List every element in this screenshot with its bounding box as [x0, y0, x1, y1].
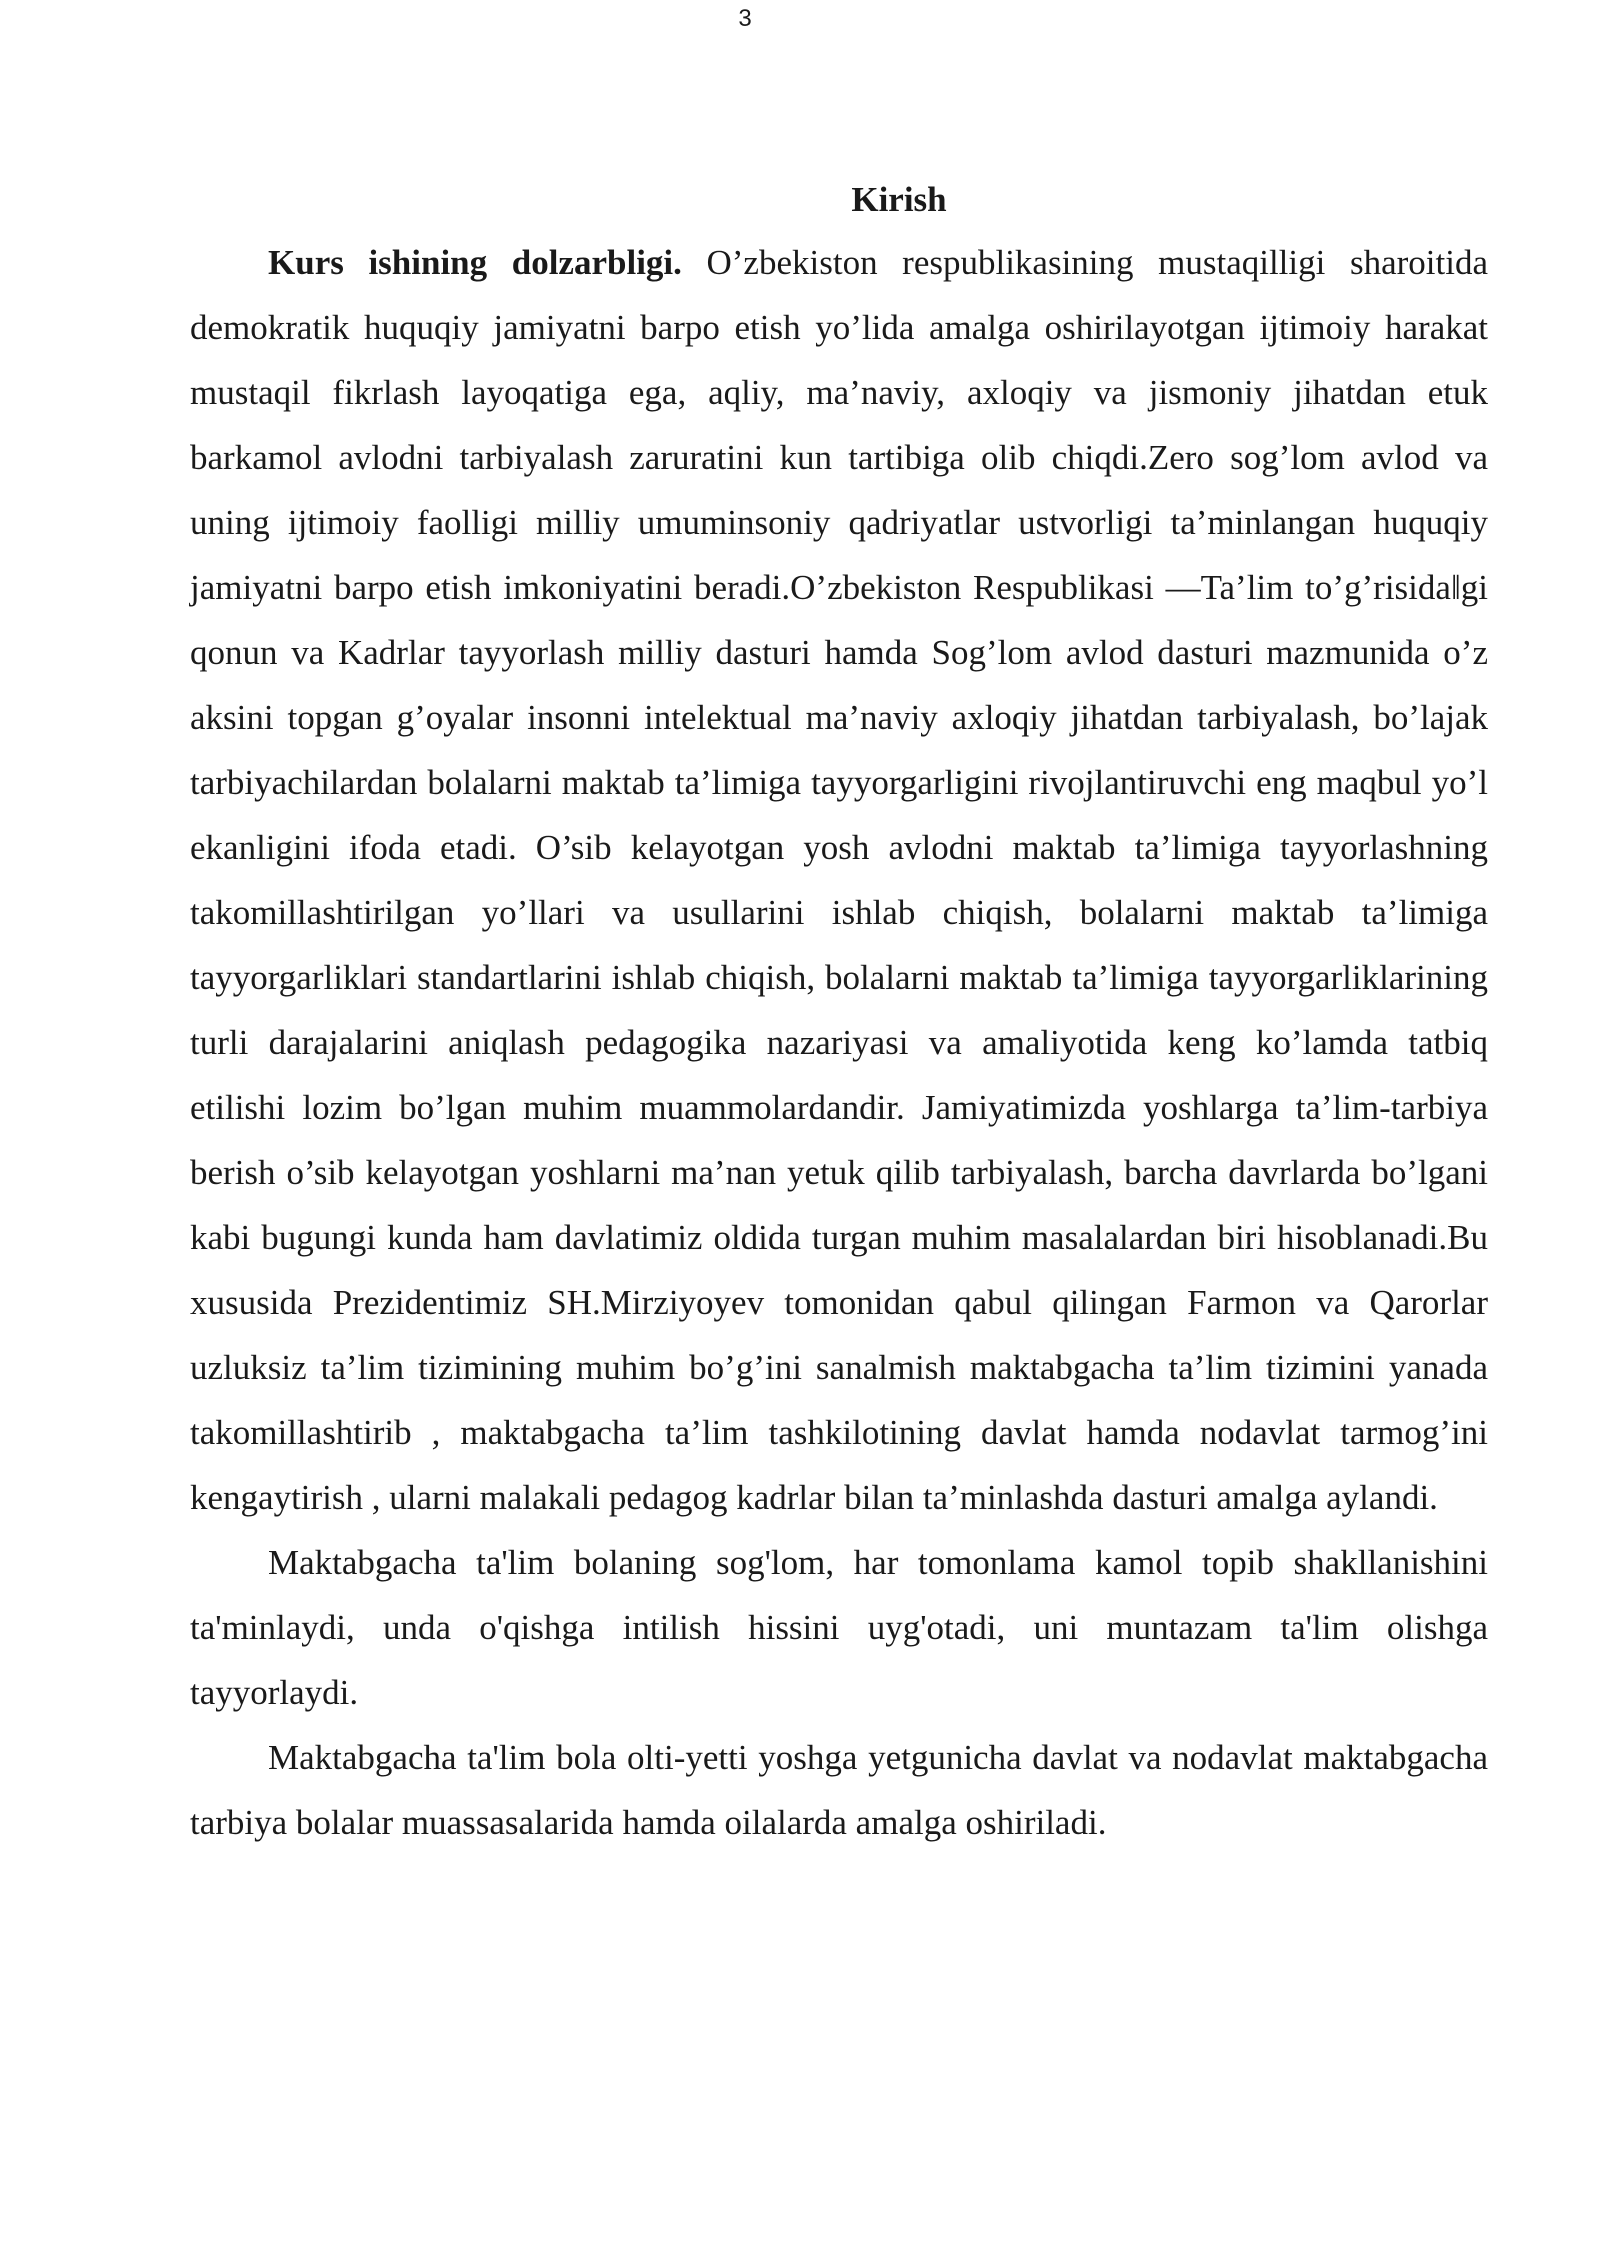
page-number: 3 — [738, 5, 752, 32]
document-body — [190, 170, 1488, 1855]
paragraph-text: O’zbekiston respublikasining mustaqilligi sharoitida demokratik huquqiy jamiyatni barpo etish yo’lida amalga oshirilayotgan ijtimoiy harakat mustaqil fikrlash layoqatiga ega, aqliy, ma’naviy, axloqiy va jismoniy jihatdan etuk barkamol avlodni tarbiyalash zaruratini kun tartibiga olib chiqdi.Zero sog’lom avlod va uning ijtimoiy faolligi milliy umuminsoniy qadriyatlar ustvorligi ta’minlangan huquqiy jamiyatni barpo etish imkoniyatini beradi.O’zbekiston Respublikasi ―Ta’lim to’g’risida‖gi qonun va Kadrlar tayyorlash milliy dasturi hamda Sog’lom avlod dasturi mazmunida o’z aksini topgan g’oyalar insonni intelektual ma’naviy axloqiy jihatdan tarbiyalash, bo’lajak tarbiyachilardan bolalarni maktab ta’limiga tayyorgarligini rivojlantiruvchi eng maqbul yo’l ekanligini ifoda etadi. O’sib kelayotgan yosh avlodni maktab ta’limiga tayyorlashning takomillashtirilgan yo’llari va usullarini ishlab chiqish, bolalarni maktab ta’limiga tayyorgarliklari standartlarini ishlab chiqish, bolalarni maktab ta’limiga tayyorgarliklarining turli darajalarini aniqlash pedagogika nazariyasi va amaliyotida keng ko’lamda tatbiq etilishi lozim bo’lgan muhim muammolardandir. Jamiyatimizda yoshlarga ta’lim-tarbiya berish o’sib kelayotgan yoshlarni ma’nan yetuk qilib tarbiyalash, barcha davrlarda bo’lgani kabi bugungi kunda ham davlatimiz oldida turgan muhim masalalardan biri hisoblanadi.Bu xususida Prezidentimiz SH.Mirziyoyev tomonidan qabul qilingan Farmon va Qarorlar uzluksiz ta’lim tizimining muhim bo’g’ini sanalmish maktabgacha ta’lim tizimini yanada takomillashtirib , maktabgacha ta’lim tashkilotining davlat hamda nodavlat tarmog’ini kengaytirish , ularni malakali pedagog kadrlar bilan ta’minlashda dasturi amalga aylandi. — [190, 243, 1488, 1517]
paragraph-relevance — [190, 230, 1488, 1530]
paragraph-lead: Kurs ishining dolzarbligi. — [268, 243, 682, 282]
paragraph-preschool-benefits: Maktabgacha ta'lim bolaning sog'lom, har tomonlama kamol topib shakllanishini ta'minlaydi, unda o'qishga intilish hissini uyg'otadi, uni muntazam ta'lim olishga tayyorlaydi. — [190, 1543, 1488, 1712]
section-title: Kirish — [851, 180, 947, 219]
paragraph-preschool-venues: Maktabgacha ta'lim bola olti-yetti yoshga yetgunicha davlat va nodavlat maktabgacha tarbiya bolalar muassasalarida hamda oilalarda amalga oshiriladi. — [190, 1738, 1488, 1842]
